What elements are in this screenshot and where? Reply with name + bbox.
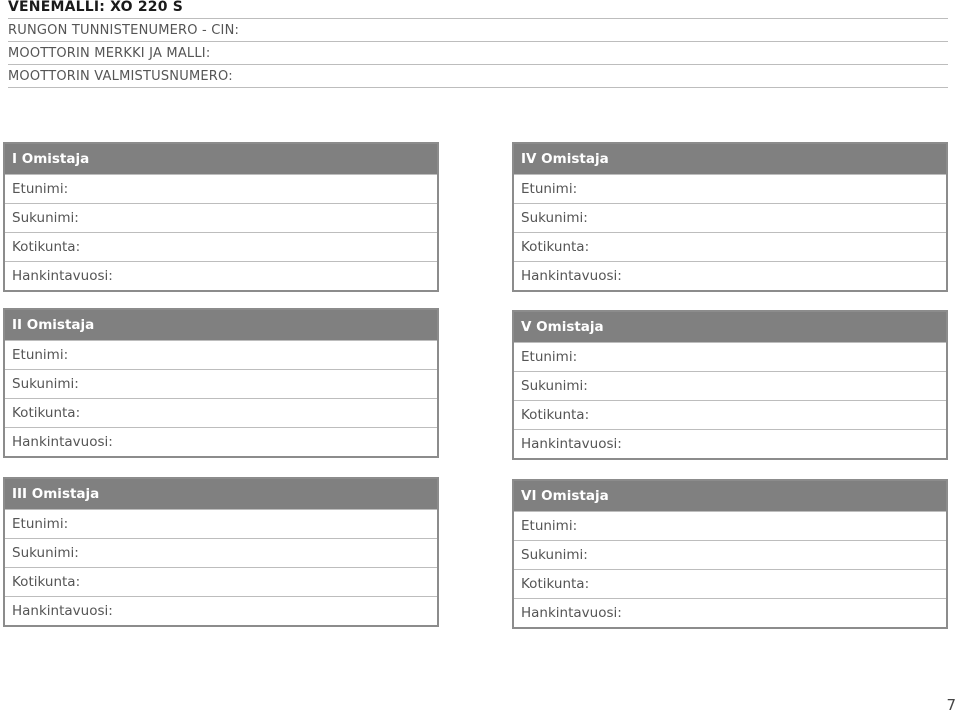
- first-name-field: Etunimi:: [5, 340, 437, 369]
- engine-make-model-field: MOOTTORIN MERKKI JA MALLI:: [8, 42, 948, 65]
- last-name-field: Sukunimi:: [514, 371, 946, 400]
- boat-model-title: VENEMALLI: XO 220 S: [8, 0, 948, 19]
- owner-title: IV Omistaja: [514, 144, 946, 174]
- document-header: [8, 0, 948, 88]
- owner-box-2: [3, 308, 439, 458]
- last-name-field: Sukunimi:: [5, 538, 437, 567]
- owner-box-1: [3, 142, 439, 292]
- municipality-field: Kotikunta:: [514, 400, 946, 429]
- municipality-field: Kotikunta:: [5, 232, 437, 261]
- owner-box-5: [512, 310, 948, 460]
- engine-serial-field: MOOTTORIN VALMISTUSNUMERO:: [8, 65, 948, 88]
- first-name-field: Etunimi:: [514, 511, 946, 540]
- municipality-field: Kotikunta:: [5, 567, 437, 596]
- first-name-field: Etunimi:: [514, 342, 946, 371]
- municipality-field: Kotikunta:: [5, 398, 437, 427]
- owner-title: II Omistaja: [5, 310, 437, 340]
- page-number: 7: [946, 696, 956, 714]
- hull-id-field: RUNGON TUNNISTENUMERO - CIN:: [8, 19, 948, 42]
- owner-title: V Omistaja: [514, 312, 946, 342]
- purchase-year-field: Hankintavuosi:: [514, 429, 946, 458]
- owner-box-3: [3, 477, 439, 627]
- purchase-year-field: Hankintavuosi:: [514, 598, 946, 627]
- last-name-field: Sukunimi:: [5, 203, 437, 232]
- first-name-field: Etunimi:: [514, 174, 946, 203]
- purchase-year-field: Hankintavuosi:: [5, 261, 437, 290]
- owner-title: I Omistaja: [5, 144, 437, 174]
- last-name-field: Sukunimi:: [514, 540, 946, 569]
- last-name-field: Sukunimi:: [514, 203, 946, 232]
- last-name-field: Sukunimi:: [5, 369, 437, 398]
- purchase-year-field: Hankintavuosi:: [5, 427, 437, 456]
- owner-title: VI Omistaja: [514, 481, 946, 511]
- owner-box-4: [512, 142, 948, 292]
- municipality-field: Kotikunta:: [514, 232, 946, 261]
- owner-box-6: [512, 479, 948, 629]
- first-name-field: Etunimi:: [5, 174, 437, 203]
- purchase-year-field: Hankintavuosi:: [514, 261, 946, 290]
- first-name-field: Etunimi:: [5, 509, 437, 538]
- purchase-year-field: Hankintavuosi:: [5, 596, 437, 625]
- owner-title: III Omistaja: [5, 479, 437, 509]
- municipality-field: Kotikunta:: [514, 569, 946, 598]
